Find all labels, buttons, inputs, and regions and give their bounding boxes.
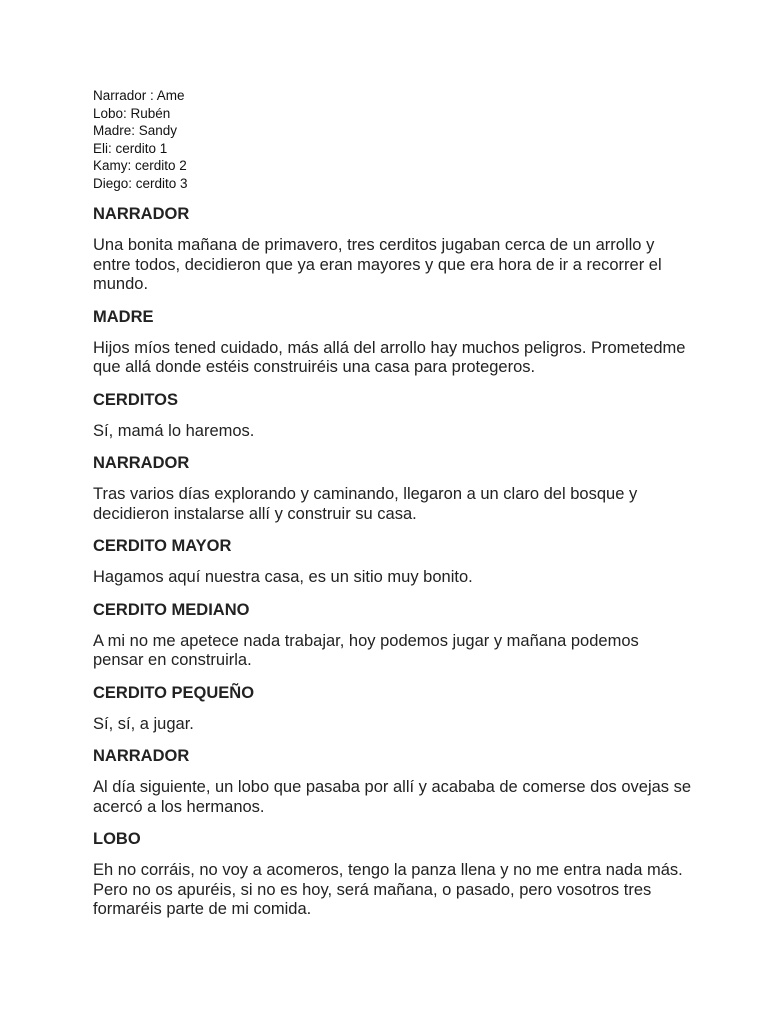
- cast-item: Kamy: cerdito 2: [93, 158, 187, 173]
- speaker-heading: CERDITO MAYOR: [93, 537, 232, 555]
- speaker-heading: NARRADOR: [93, 205, 190, 223]
- dialogue-text: Una bonita mañana de primavero, tres cerditos jugaban cerca de un arrollo y entre todos, decidieron que ya eran mayores y que era hora de ir a recorrer el mundo.: [93, 236, 662, 293]
- dialogue-text: Hagamos aquí nuestra casa, es un sitio muy bonito.: [93, 568, 473, 586]
- dialogue-text: Al día siguiente, un lobo que pasaba por allí y acababa de comerse dos ovejas se acercó a los hermanos.: [93, 778, 692, 816]
- dialogue-text: Eh no corráis, no voy a acomeros, tengo la panza llena y no me entra nada más. Pero no os apuréis, si no es hoy, será mañana, o pasado, pero vosotros tres formaréis parte de mi comida.: [93, 861, 683, 918]
- dialogue-text: Tras varios días explorando y caminando, llegaron a un claro del bosque y decidieron instalarse allí y construir su casa.: [93, 485, 638, 523]
- cast-item: Narrador : Ame: [93, 88, 185, 103]
- document-page: [93, 87, 693, 932]
- speaker-heading: CERDITO MEDIANO: [93, 600, 250, 619]
- cast-item: Lobo: Rubén: [93, 105, 171, 121]
- dialogue-text: A mi no me apetece nada trabajar, hoy podemos jugar y mañana podemos pensar en construirla.: [93, 631, 639, 669]
- dialogue-text: Sí, sí, a jugar.: [93, 714, 194, 733]
- dialogue-text: Sí, mamá lo haremos.: [93, 421, 255, 440]
- cast-item: Eli: cerdito 1: [93, 140, 168, 156]
- speaker-heading: CERDITO PEQUEÑO: [93, 683, 255, 702]
- speaker-heading: CERDITOS: [93, 390, 178, 409]
- script-body: [93, 204, 693, 920]
- speaker-heading: NARRADOR: [93, 747, 190, 765]
- dialogue-text: Hijos míos tened cuidado, más allá del arrollo hay muchos peligros. Prometedme que allá donde estéis construiréis una casa para protegeros.: [93, 338, 686, 376]
- speaker-heading: NARRADOR: [93, 454, 190, 472]
- speaker-heading: MADRE: [93, 307, 154, 326]
- speaker-heading: LOBO: [93, 830, 141, 848]
- cast-list: [93, 87, 693, 192]
- cast-item: Diego: cerdito 3: [93, 175, 188, 191]
- cast-item: Madre: Sandy: [93, 123, 178, 138]
